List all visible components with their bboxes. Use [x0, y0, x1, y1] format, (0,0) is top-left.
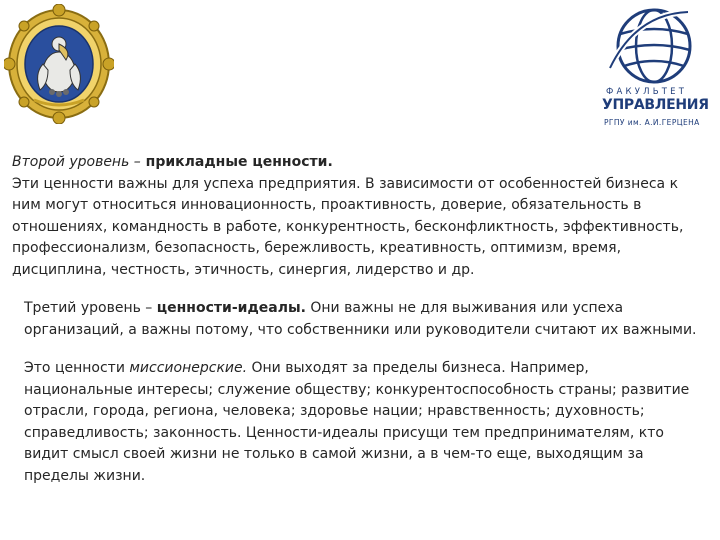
paragraph-line: видит смысл своей жизни не только в самой жизни, а в чем-то еще, выходящим за [24, 446, 644, 462]
paragraph-line: профессионализм, безопасность, бережливость, креативность, оптимизм, время, [12, 240, 622, 256]
paragraph-line: Эти ценности важны для успеха предприятия. В зависимости от особенностей бизнеса к [12, 175, 679, 192]
text-prefix: Третий уровень – [24, 300, 157, 316]
second-level-block [12, 152, 683, 281]
paragraph-line [24, 298, 697, 320]
paragraph-line: национальные интересы; служение обществу; конкурентоспособность страны; развитие [24, 381, 690, 398]
paragraph-line: пределы жизни. [24, 467, 146, 484]
paragraph-line: дисциплина, честность, этичность, синергия, лидерство и др. [12, 261, 475, 278]
faculty-university: РГПУ им. А.И.ГЕРЦЕНА [604, 118, 700, 127]
text-suffix: Они важны не для выживания или успеха [305, 300, 624, 316]
paragraph-line: отношениях, командность в работе, конкурентность, бесконфликтность, эффективность, [12, 218, 684, 235]
paragraph-line: справедливость; законность. Ценности-идеалы присущи тем предпринимателям, кто [24, 424, 664, 441]
pelican-crest-emblem [4, 4, 114, 124]
third-level-block [24, 298, 697, 341]
paragraph-line: организаций, а важны потому, что собственники или руководители считают их важными. [24, 321, 697, 338]
paragraph-line [24, 358, 689, 380]
second-level-heading [12, 152, 683, 174]
paragraph-line: ним могут относиться инновационность, проактивность, доверие, обязательность в [12, 197, 642, 213]
heading-bold: прикладные ценности. [140, 154, 333, 170]
text-suffix: Они выходят за пределы бизнеса. Например, [247, 360, 589, 376]
text-prefix: Это ценности [24, 360, 130, 376]
missionary-values-block [24, 358, 689, 487]
faculty-name: УПРАВЛЕНИЯ [602, 97, 709, 113]
globe-icon [596, 4, 708, 88]
faculty-logo [596, 4, 708, 136]
paragraph-line: отрасли, города, региона, человека; здоровье нации; нравственность; духовность; [24, 403, 645, 419]
text-italic: миссионерские. [129, 360, 248, 376]
heading-italic: Второй уровень – [12, 154, 141, 170]
faculty-label: ФАКУЛЬТЕТ [606, 87, 688, 97]
text-bold: ценности-идеалы. [156, 300, 306, 316]
